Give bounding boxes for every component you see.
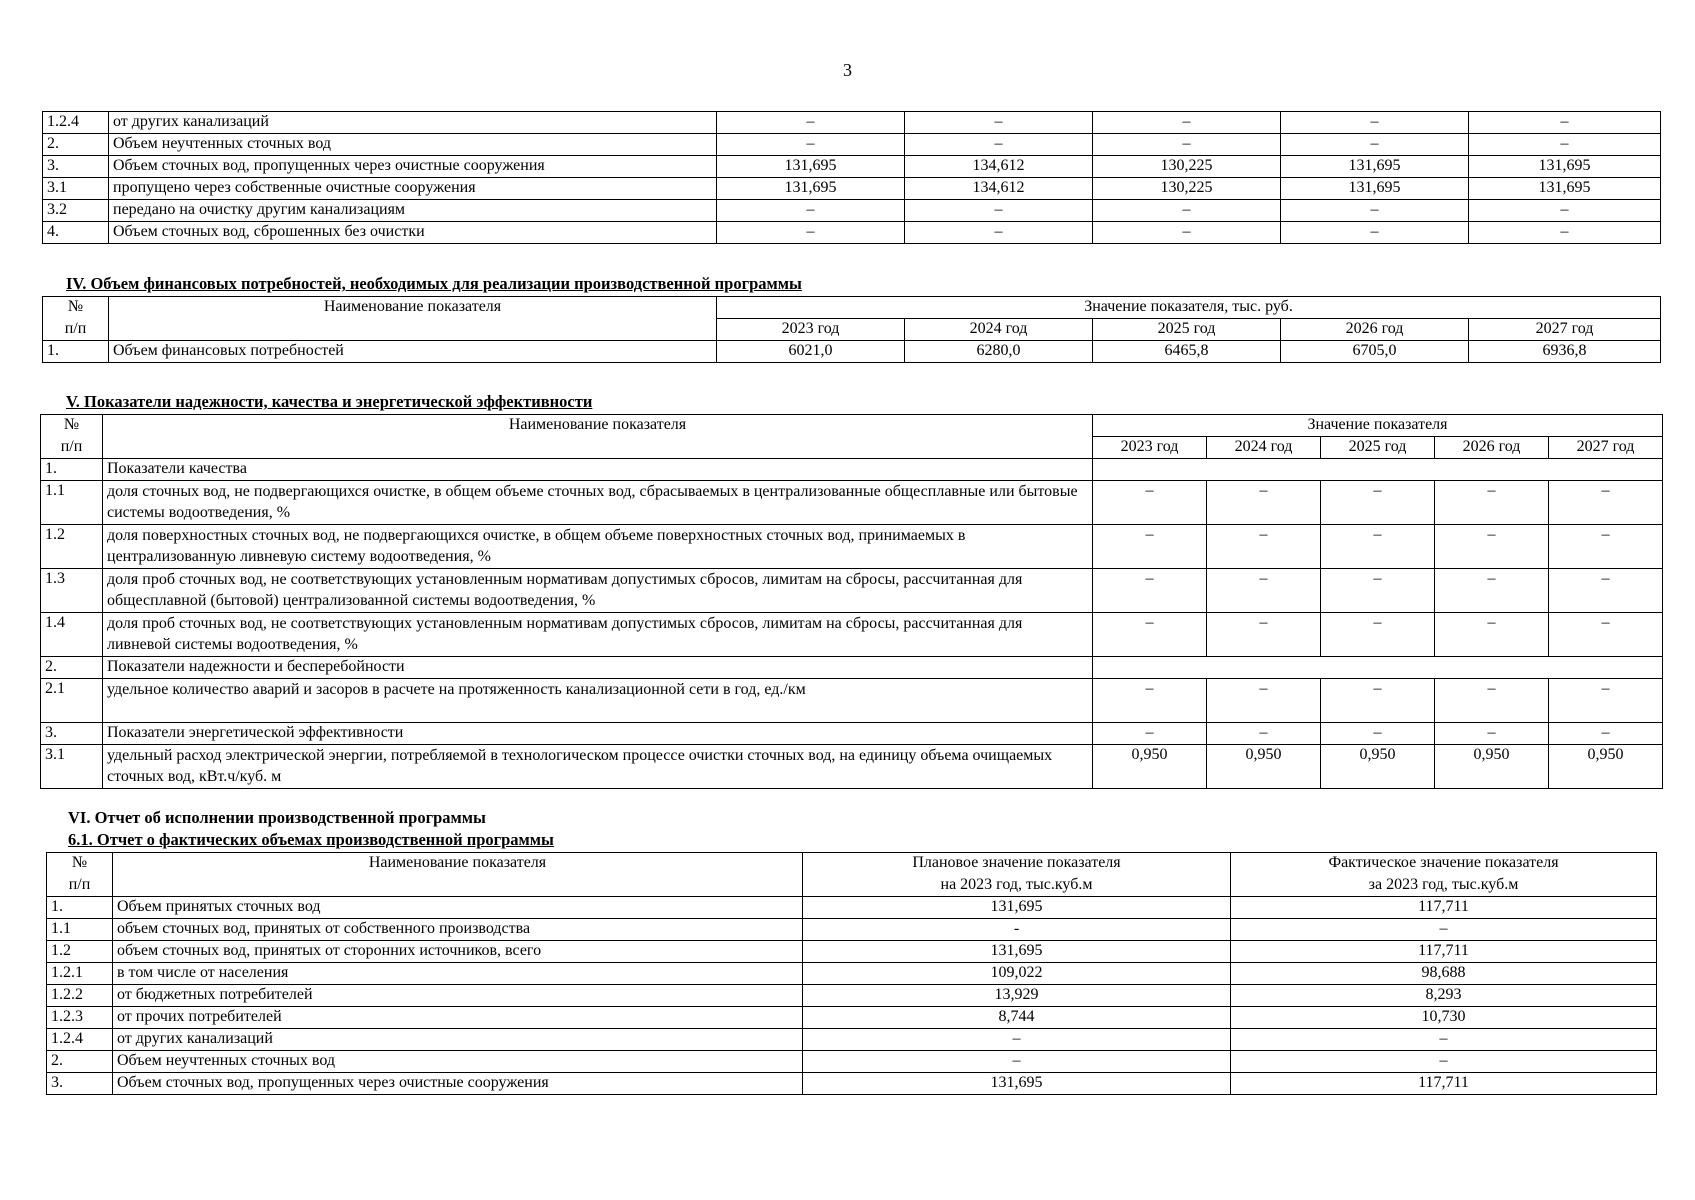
row-name: от других канализаций <box>109 112 717 134</box>
row-number: 1.2.4 <box>47 1029 113 1051</box>
year-header: 2024 год <box>1207 437 1321 459</box>
row-name: Показатели качества <box>103 459 1093 481</box>
fact-value-cell: – <box>1231 1029 1657 1051</box>
col-number-header: № <box>47 853 113 875</box>
row-name: в том числе от населения <box>113 963 803 985</box>
value-cell: – <box>1207 723 1321 745</box>
table-row <box>47 919 1657 941</box>
row-number: 1. <box>47 897 113 919</box>
value-cell: 6705,0 <box>1281 341 1469 363</box>
value-cell: 134,612 <box>905 178 1093 200</box>
plan-value-cell: 131,695 <box>803 941 1231 963</box>
year-header: 2023 год <box>717 319 905 341</box>
value-cell: 0,950 <box>1207 745 1321 789</box>
value-cell: 0,950 <box>1321 745 1435 789</box>
value-cell: 6280,0 <box>905 341 1093 363</box>
continuation-table <box>42 111 1661 244</box>
col-name-header: Наименование показателя <box>103 415 1093 459</box>
value-cell: – <box>905 222 1093 244</box>
value-cell: – <box>1207 525 1321 569</box>
plan-value-cell: - <box>803 919 1231 941</box>
row-name: Объем сточных вод, пропущенных через очистные сооружения <box>113 1073 803 1095</box>
plan-value-cell: 13,929 <box>803 985 1231 1007</box>
year-header: 2025 год <box>1321 437 1435 459</box>
row-name: удельное количество аварий и засоров в расчете на протяженность канализационной сети в год, ед./км <box>103 679 1093 723</box>
table-row <box>47 1029 1657 1051</box>
value-cell: – <box>1093 200 1281 222</box>
value-cell: – <box>1207 679 1321 723</box>
col-value-header: Значение показателя, тыс. руб. <box>717 297 1661 319</box>
value-cell: – <box>1281 112 1469 134</box>
fact-value-cell: – <box>1231 919 1657 941</box>
col-pp-header: п/п <box>41 437 103 459</box>
row-name: доля проб сточных вод, не соответствующих установленным нормативам допустимых сбросов, лимитам на сбросы, рассчитанная для общесплавной (бытовой) централизованной системы водоотведения, % <box>103 569 1093 613</box>
value-cell: – <box>1093 481 1207 525</box>
row-number: 2. <box>47 1051 113 1073</box>
value-cell: 0,950 <box>1093 745 1207 789</box>
row-name: объем сточных вод, принятых от сторонних источников, всего <box>113 941 803 963</box>
col-pp-header: п/п <box>47 875 113 897</box>
value-cell: – <box>1549 679 1663 723</box>
row-number: 1. <box>43 341 109 363</box>
value-cell: 0,950 <box>1435 745 1549 789</box>
value-cell: – <box>1093 134 1281 156</box>
row-name: объем сточных вод, принятых от собственного производства <box>113 919 803 941</box>
table-row <box>41 723 1663 745</box>
plan-value-cell: 109,022 <box>803 963 1231 985</box>
value-cell: – <box>1549 525 1663 569</box>
value-cell: – <box>905 200 1093 222</box>
col-value-header: Значение показателя <box>1093 415 1663 437</box>
value-cell: 131,695 <box>1281 178 1469 200</box>
row-number: 3. <box>43 156 109 178</box>
table-row <box>43 178 1661 200</box>
value-cell: – <box>1549 481 1663 525</box>
value-cell: – <box>1281 200 1469 222</box>
fact-value-cell: 8,293 <box>1231 985 1657 1007</box>
value-cell: – <box>1321 569 1435 613</box>
value-cell: – <box>1321 723 1435 745</box>
fact-value-cell: 117,711 <box>1231 1073 1657 1095</box>
value-cell: 134,612 <box>905 156 1093 178</box>
row-number: 3. <box>41 723 103 745</box>
section-iv-title: IV. Объем финансовых потребностей, необходимых для реализации производственной программы <box>66 274 802 293</box>
fact-value-cell: 10,730 <box>1231 1007 1657 1029</box>
col-pp-header: п/п <box>43 319 109 341</box>
year-header: 2026 год <box>1435 437 1549 459</box>
value-cell: – <box>905 134 1093 156</box>
value-cell: – <box>1435 679 1549 723</box>
row-number: 3.2 <box>43 200 109 222</box>
row-number: 1.2 <box>41 525 103 569</box>
year-header: 2027 год <box>1469 319 1661 341</box>
table-row <box>47 897 1657 919</box>
year-header: 2026 год <box>1281 319 1469 341</box>
row-number: 3. <box>47 1073 113 1095</box>
row-name: доля поверхностных сточных вод, не подвергающихся очистке, в общем объеме поверхностных сточных вод, принимаемых в централизованную ливневую систему водоотведения, % <box>103 525 1093 569</box>
page-number: 3 <box>843 60 852 80</box>
plan-value-cell: – <box>803 1029 1231 1051</box>
fact-value-cell: 98,688 <box>1231 963 1657 985</box>
year-header: 2023 год <box>1093 437 1207 459</box>
row-number: 1.3 <box>41 569 103 613</box>
value-cell: – <box>1549 723 1663 745</box>
year-header: 2024 год <box>905 319 1093 341</box>
value-cell: 6465,8 <box>1093 341 1281 363</box>
fact-value-cell: – <box>1231 1051 1657 1073</box>
row-number: 4. <box>43 222 109 244</box>
value-cell: – <box>1469 134 1661 156</box>
row-number: 2. <box>43 134 109 156</box>
value-cell: – <box>717 222 905 244</box>
value-cell: – <box>1207 613 1321 657</box>
row-name: Объем неучтенных сточных вод <box>109 134 717 156</box>
table-row <box>41 481 1663 525</box>
table-row <box>47 1007 1657 1029</box>
row-number: 1.2.2 <box>47 985 113 1007</box>
col-plan-header-line1: Плановое значение показателя <box>803 853 1231 875</box>
value-cell: – <box>1435 723 1549 745</box>
table-row <box>41 679 1663 723</box>
plan-value-cell: 131,695 <box>803 897 1231 919</box>
value-cell: – <box>1093 569 1207 613</box>
value-cell: – <box>1549 569 1663 613</box>
row-number: 1.2 <box>47 941 113 963</box>
row-name: Объем сточных вод, сброшенных без очистки <box>109 222 717 244</box>
value-cell: 131,695 <box>717 156 905 178</box>
value-cell: – <box>1093 222 1281 244</box>
table-row <box>43 222 1661 244</box>
value-cell: – <box>1321 679 1435 723</box>
col-name-header: Наименование показателя <box>113 853 803 897</box>
value-cell: – <box>1281 222 1469 244</box>
row-name: Объем финансовых потребностей <box>109 341 717 363</box>
fact-value-cell: 117,711 <box>1231 897 1657 919</box>
row-number: 1. <box>41 459 103 481</box>
row-name: Объем принятых сточных вод <box>113 897 803 919</box>
quality-indicators-table <box>40 414 1663 789</box>
col-fact-header-line2: за 2023 год, тыс.куб.м <box>1231 875 1657 897</box>
value-cell: – <box>1321 481 1435 525</box>
table-row <box>43 112 1661 134</box>
value-cell: 6936,8 <box>1469 341 1661 363</box>
value-cell: – <box>1469 200 1661 222</box>
row-name: от других канализаций <box>113 1029 803 1051</box>
section-vi-title: VI. Отчет об исполнении производственной программы <box>68 808 486 827</box>
row-name: Объем неучтенных сточных вод <box>113 1051 803 1073</box>
row-number: 3.1 <box>41 745 103 789</box>
value-cell: – <box>717 200 905 222</box>
value-cell: 131,695 <box>1469 178 1661 200</box>
value-cell: – <box>1207 481 1321 525</box>
plan-value-cell: 8,744 <box>803 1007 1231 1029</box>
col-number-header: № <box>41 415 103 437</box>
row-number: 1.4 <box>41 613 103 657</box>
row-name: от прочих потребителей <box>113 1007 803 1029</box>
row-number: 2.1 <box>41 679 103 723</box>
row-number: 1.1 <box>47 919 113 941</box>
value-cell: – <box>1093 613 1207 657</box>
table-row <box>41 657 1663 679</box>
table-row <box>47 1073 1657 1095</box>
year-header: 2025 год <box>1093 319 1281 341</box>
value-cell: 6021,0 <box>717 341 905 363</box>
value-cell: – <box>1321 525 1435 569</box>
col-name-header: Наименование показателя <box>109 297 717 341</box>
row-number: 1.2.1 <box>47 963 113 985</box>
row-name: Показатели надежности и бесперебойности <box>103 657 1093 679</box>
table-row <box>47 1051 1657 1073</box>
table-row <box>47 985 1657 1007</box>
value-cell: – <box>1435 569 1549 613</box>
row-name: от бюджетных потребителей <box>113 985 803 1007</box>
value-cell: – <box>1469 112 1661 134</box>
value-cell: – <box>1281 134 1469 156</box>
table-row <box>41 569 1663 613</box>
table-row <box>41 525 1663 569</box>
col-fact-header-line1: Фактическое значение показателя <box>1231 853 1657 875</box>
row-name: пропущено через собственные очистные сооружения <box>109 178 717 200</box>
row-number: 1.1 <box>41 481 103 525</box>
table-row <box>43 200 1661 222</box>
value-cell: 131,695 <box>1281 156 1469 178</box>
table-row <box>41 613 1663 657</box>
value-cell: – <box>717 134 905 156</box>
fact-value-cell: 117,711 <box>1231 941 1657 963</box>
table-row <box>41 745 1663 789</box>
value-cell: – <box>1435 525 1549 569</box>
value-cell: – <box>1435 481 1549 525</box>
empty-value-cell <box>1093 657 1663 679</box>
plan-value-cell: 131,695 <box>803 1073 1231 1095</box>
value-cell: 131,695 <box>1469 156 1661 178</box>
row-number: 1.2.4 <box>43 112 109 134</box>
table-row <box>43 156 1661 178</box>
table-row <box>43 134 1661 156</box>
year-header: 2027 год <box>1549 437 1663 459</box>
col-plan-header-line2: на 2023 год, тыс.куб.м <box>803 875 1231 897</box>
row-number: 3.1 <box>43 178 109 200</box>
financial-needs-table <box>42 296 1661 363</box>
value-cell: – <box>1207 569 1321 613</box>
value-cell: 130,225 <box>1093 156 1281 178</box>
production-report-table <box>46 852 1657 1095</box>
row-name: доля сточных вод, не подвергающихся очистке, в общем объеме сточных вод, сбрасываемых в централизованные общесплавные или бытовые системы водоотведения, % <box>103 481 1093 525</box>
row-name: доля проб сточных вод, не соответствующих установленным нормативам допустимых сбросов, лимитам на сбросы, рассчитанная для ливневой системы водоотведения, % <box>103 613 1093 657</box>
value-cell: 0,950 <box>1549 745 1663 789</box>
value-cell: – <box>1093 679 1207 723</box>
table-row <box>47 941 1657 963</box>
value-cell: – <box>1321 613 1435 657</box>
value-cell: – <box>1549 613 1663 657</box>
row-name: Показатели энергетической эффективности <box>103 723 1093 745</box>
value-cell: – <box>1093 525 1207 569</box>
value-cell: – <box>1435 613 1549 657</box>
plan-value-cell: – <box>803 1051 1231 1073</box>
row-number: 1.2.3 <box>47 1007 113 1029</box>
value-cell: – <box>1093 723 1207 745</box>
value-cell: – <box>1093 112 1281 134</box>
section-6-1-title: 6.1. Отчет о фактических объемах производственной программы <box>68 830 554 849</box>
value-cell: – <box>717 112 905 134</box>
table-row <box>43 341 1661 363</box>
row-name: удельный расход электрической энергии, потребляемой в технологическом процессе очистки сточных вод, на единицу объема очищаемых сточных вод, кВт.ч/куб. м <box>103 745 1093 789</box>
table-row <box>47 963 1657 985</box>
empty-value-cell <box>1093 459 1663 481</box>
value-cell: – <box>1469 222 1661 244</box>
col-number-header: № <box>43 297 109 319</box>
section-v-title: V. Показатели надежности, качества и энергетической эффективности <box>66 392 593 411</box>
value-cell: 131,695 <box>717 178 905 200</box>
table-row <box>41 459 1663 481</box>
value-cell: – <box>905 112 1093 134</box>
row-name: Объем сточных вод, пропущенных через очистные сооружения <box>109 156 717 178</box>
value-cell: 130,225 <box>1093 178 1281 200</box>
row-number: 2. <box>41 657 103 679</box>
row-name: передано на очистку другим канализациям <box>109 200 717 222</box>
